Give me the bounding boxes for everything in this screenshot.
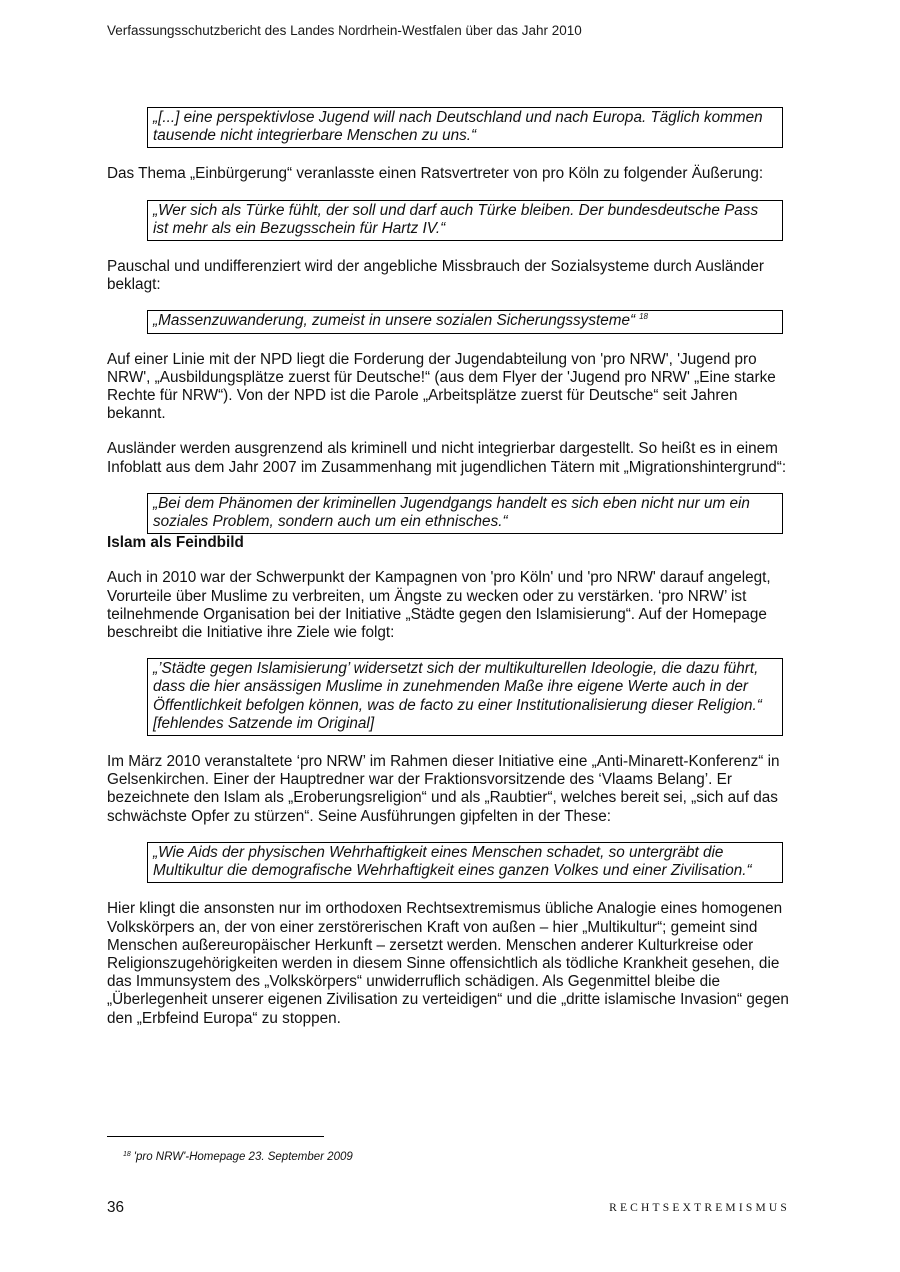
paragraph: Pauschal und undifferenziert wird der angebliche Missbrauch der Sozialsysteme durch Ausländer beklagt: (107, 258, 764, 294)
quote-block: „[...] eine perspektivlose Jugend will nach Deutschland und nach Europa. Täglich kommen tausende nicht integrierbare Menschen zu uns.“ (147, 107, 783, 148)
paragraph: Hier klingt die ansonsten nur im orthodoxen Rechtsextremismus übliche Analogie eines homogenen Volkskörpers an, der von einer zerstörerischen Kraft von außen – hier „Multikultur“; gemeint sind Menschen außereuropäischer Herkunft – zersetzt werden. Menschen anderer Kulturkreise oder Religionszugehörigkeiten werden in diesem Sinne offensichtlich als tödliche Krankheit gesehen, die das Immunsystem des „Volkskörpers“ unwiderruflich schädigen. Als Gegenmittel bleibe die „Überlegenheit unserer eigenen Zivilisation zu verteidigen“ und die „dritte islamische Invasion“ gegen den „Erbfeind Europa“ zu stoppen. (107, 900, 789, 1027)
footnote-divider (107, 1136, 324, 1137)
paragraph: Auch in 2010 war der Schwerpunkt der Kampagnen von 'pro Köln' und 'pro NRW' darauf angelegt, Vorurteile über Muslime zu verbreiten, um Ängste zu wecken oder zu verstärken. ‘pro NRW’ ist teilnehmende Organisation bei der Initiative „Städte gegen den Islamisierung“. Auf der Homepage beschreibt die Initiative ihre Ziele wie folgt: (107, 569, 771, 642)
footnote-number: 18 (123, 1151, 131, 1158)
main-content (107, 107, 797, 1028)
running-header: Verfassungsschutzbericht des Landes Nordrhein-Westfalen über das Jahr 2010 (107, 23, 582, 38)
footnote-reference: 18 (639, 312, 648, 322)
footnote-text: 'pro NRW'-Homepage 23. September 2009 (133, 1151, 353, 1163)
footnote (123, 1148, 353, 1164)
paragraph: Ausländer werden ausgrenzend als kriminell und nicht integrierbar dargestellt. So heißt es in einem Infoblatt aus dem Jahr 2007 im Zusammenhang mit jugendlichen Tätern mit „Migrationshintergrund“: (107, 440, 787, 476)
quote-block: „Wie Aids der physischen Wehrhaftigkeit eines Menschen schadet, so untergräbt die Multikultur die demografische Wehrhaftigkeit eines ganzen Volkes und einer Zivilisation.“ (147, 842, 783, 883)
paragraph: Im März 2010 veranstaltete ‘pro NRW’ im Rahmen dieser Initiative eine „Anti-Minarett-Konferenz“ in Gelsenkirchen. Einer der Hauptredner war der Fraktionsvorsitzende des ‘Vlaams Belang’. Er bezeichnete den Islam als „Eroberungsreligion“ und als „Raubtier“, welches bereit sei, „sich auf das schwächste Opfer zu stürzen“. Seine Ausführungen gipfelten in der These: (107, 753, 780, 825)
quote-block: „’Städte gegen Islamisierung’ widersetzt sich der multikulturellen Ideologie, die dazu führt, dass die hier ansässigen Muslime in zunehmenden Maße ihre eigene Werte auch in der Öffentlichkeit befolgen können, was de facto zu einer Institutionalisierung dieser Religion.“ [fehlendes Satzende im Original] (147, 658, 783, 736)
section-heading: Islam als Feindbild (107, 534, 244, 552)
page-number: 36 (107, 1199, 125, 1216)
paragraph: Das Thema „Einbürgerung“ veranlasste einen Ratsvertreter von pro Köln zu folgender Äußerung: (107, 165, 764, 183)
footer-section-label: RECHTSEXTREMISMUS (609, 1202, 790, 1214)
quote-block: „Bei dem Phänomen der kriminellen Jugendgangs handelt es sich eben nicht nur um ein soziales Problem, sondern auch um ein ethnisches.“ (147, 493, 783, 534)
quote-block (147, 310, 783, 333)
paragraph: Auf einer Linie mit der NPD liegt die Forderung der Jugendabteilung von 'pro NRW', 'Jugend pro NRW', „Ausbildungsplätze zuerst für Deutsche!“ (aus dem Flyer der 'Jugend pro NRW' „Eine starke Rechte für NRW“). Von der NPD ist die Parole „Arbeitsplätze zuerst für Deutsche“ seit Jahren bekannt. (107, 350, 776, 423)
quote-text: „Massenzuwanderung, zumeist in unsere sozialen Sicherungssysteme“ (153, 312, 636, 330)
quote-block: „Wer sich als Türke fühlt, der soll und darf auch Türke bleiben. Der bundesdeutsche Pass ist mehr als ein Bezugsschein für Hartz IV.“ (147, 200, 783, 241)
